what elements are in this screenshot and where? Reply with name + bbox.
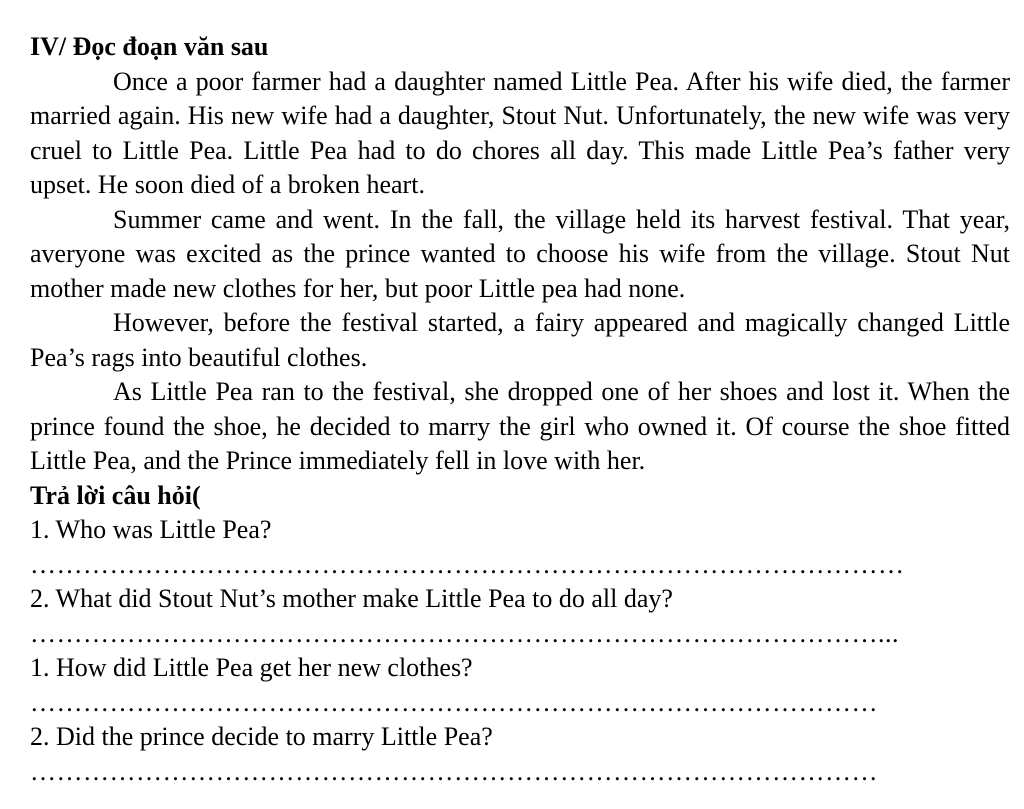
questions-heading: Trả lời câu hỏi( <box>30 480 201 510</box>
section-heading: IV/ Đọc đoạn văn sau <box>30 32 269 61</box>
passage-paragraph-4: As Little Pea ran to the festival, she dropped one of her shoes and lost it. When the prince found the shoe, he decided to marry the girl who owned it. Of course the shoe fitted Little Pea, and the Prince immediately fell in love with her. <box>30 377 1010 475</box>
answer-line: …………………………………………………………………………………… <box>30 687 878 717</box>
question-text: 1. How did Little Pea get her new clothes? <box>30 653 473 682</box>
question-text: 2. What did Stout Nut’s mother make Little Pea to do all day? <box>30 584 673 613</box>
question-item <box>30 720 1010 789</box>
worksheet <box>30 30 1010 789</box>
answer-line: ……………………………………………………………………………………… <box>30 549 905 579</box>
passage-paragraph-3: However, before the festival started, a fairy appeared and magically changed Little Pea’s rags into beautiful clothes. <box>30 308 1010 372</box>
question-text: 2. Did the prince decide to marry Little Pea? <box>30 722 493 751</box>
question-list <box>30 513 1010 789</box>
question-item <box>30 651 1010 720</box>
answer-line: …………………………………………………………………………………… <box>30 756 878 786</box>
question-item <box>30 513 1010 582</box>
passage-paragraph-2: Summer came and went. In the fall, the village held its harvest festival. That year, averyone was excited as the prince wanted to choose his wife from the village. Stout Nut mother made new clothes for her, but poor Little pea had none. <box>30 204 1010 303</box>
passage-paragraph-1: Once a poor farmer had a daughter named Little Pea. After his wife died, the farmer married again. His new wife had a daughter, Stout Nut. Unfortunately, the new wife was very cruel to Little Pea. Little Pea had to do chores all day. This made Little Pea’s father very upset. He soon died of a broken heart. <box>30 66 1010 199</box>
question-item <box>30 582 1010 651</box>
question-text: 1. Who was Little Pea? <box>30 515 272 544</box>
reading-passage <box>30 65 1010 479</box>
answer-line: ……………………………………………………………………………………... <box>30 618 899 648</box>
